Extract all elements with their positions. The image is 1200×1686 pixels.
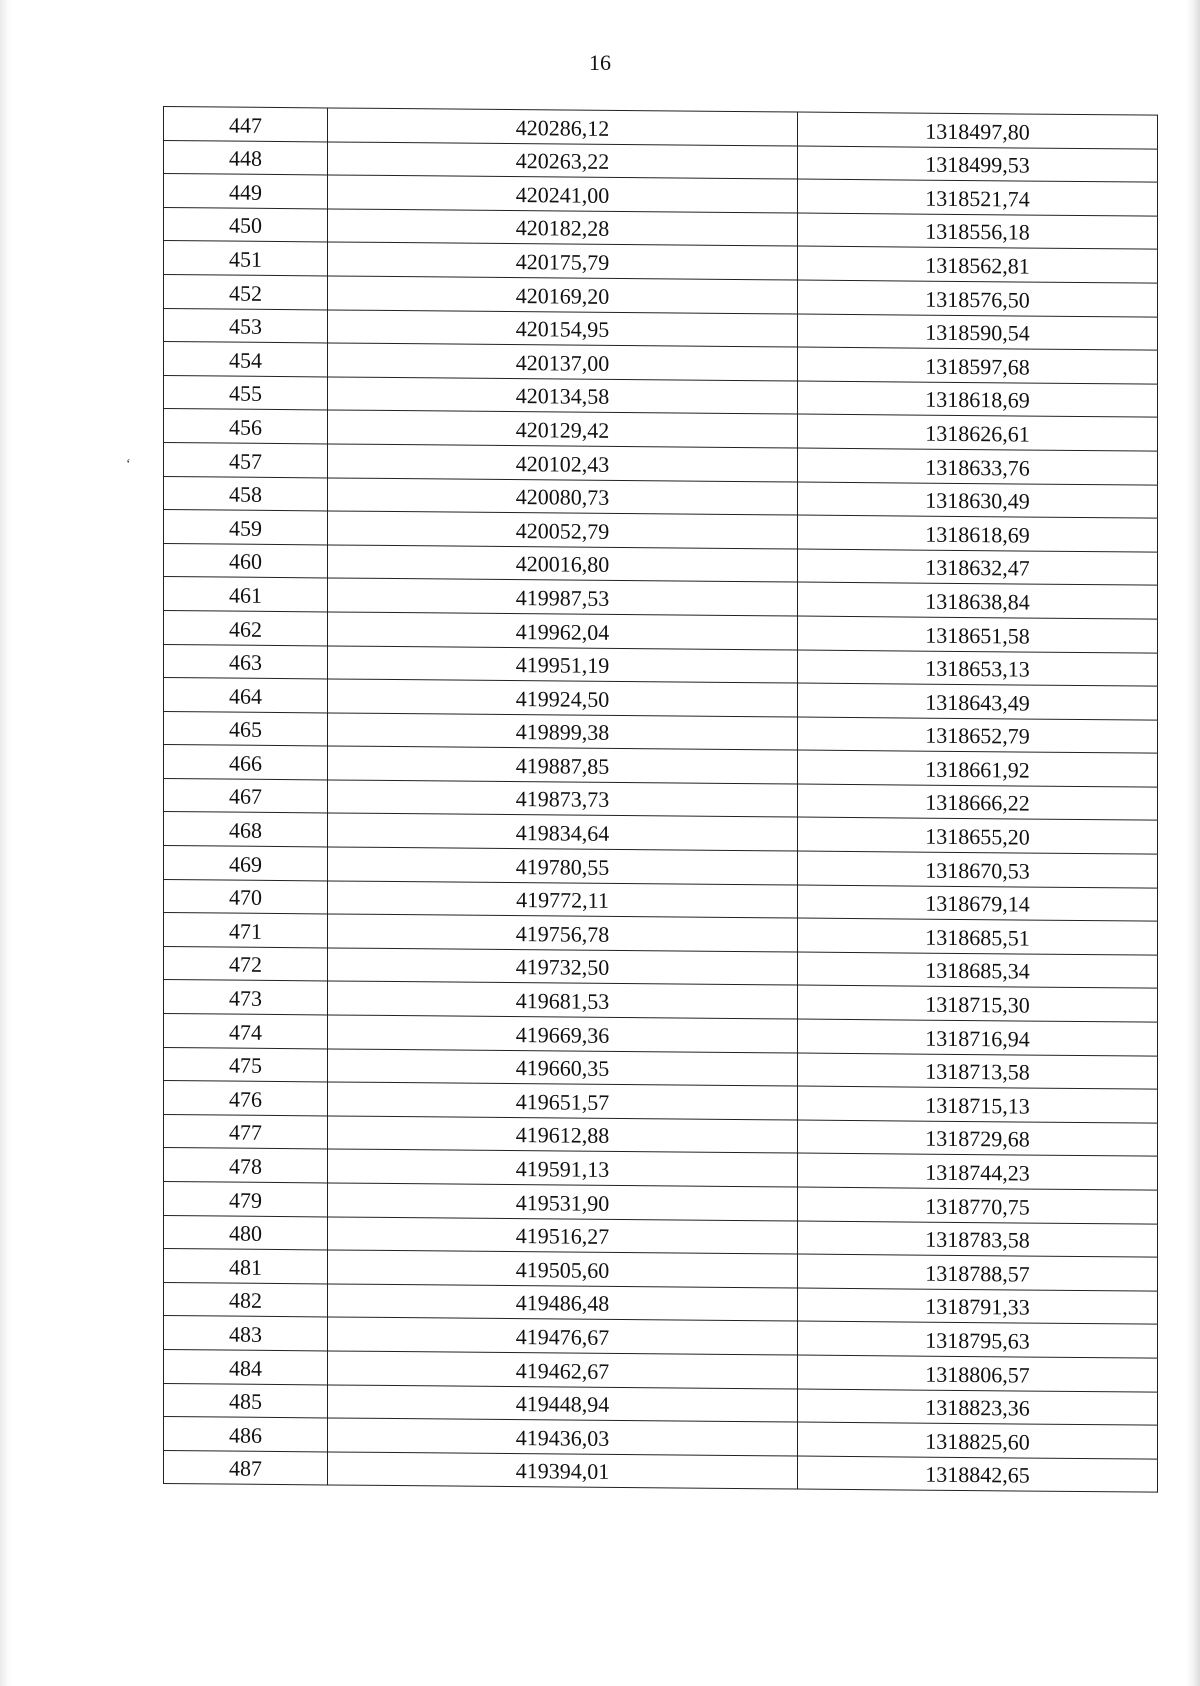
x-coordinate-cell: 420286,12: [328, 108, 798, 146]
y-coordinate-cell: 1318806,57: [798, 1355, 1158, 1392]
point-number-cell: 484: [164, 1349, 328, 1384]
point-number-cell: 483: [164, 1316, 328, 1351]
point-number-cell: 455: [164, 375, 328, 410]
point-number-cell: 463: [164, 644, 328, 679]
x-coordinate-cell: 419887,85: [328, 746, 798, 784]
x-coordinate-cell: 419476,67: [328, 1317, 798, 1355]
coordinates-table-wrapper: [163, 106, 1157, 1493]
point-number-cell: 464: [164, 678, 328, 713]
y-coordinate-cell: 1318791,33: [798, 1288, 1158, 1325]
x-coordinate-cell: 419436,03: [328, 1418, 798, 1456]
point-number-cell: 473: [164, 980, 328, 1015]
y-coordinate-cell: 1318643,49: [798, 683, 1158, 720]
point-number-cell: 474: [164, 1014, 328, 1049]
x-coordinate-cell: 419660,35: [328, 1049, 798, 1087]
y-coordinate-cell: 1318670,53: [798, 851, 1158, 888]
point-number-cell: 475: [164, 1047, 328, 1082]
y-coordinate-cell: 1318770,75: [798, 1187, 1158, 1224]
point-number-cell: 458: [164, 476, 328, 511]
x-coordinate-cell: 420052,79: [328, 511, 798, 549]
x-coordinate-cell: 420263,22: [328, 142, 798, 180]
y-coordinate-cell: 1318788,57: [798, 1254, 1158, 1291]
x-coordinate-cell: 419732,50: [328, 948, 798, 986]
x-coordinate-cell: 419486,48: [328, 1284, 798, 1322]
point-number-cell: 461: [164, 577, 328, 612]
x-coordinate-cell: 419591,13: [328, 1149, 798, 1187]
scan-edge-right: [1186, 0, 1200, 1686]
x-coordinate-cell: 420102,43: [328, 444, 798, 482]
y-coordinate-cell: 1318618,69: [798, 515, 1158, 552]
y-coordinate-cell: 1318655,20: [798, 818, 1158, 855]
point-number-cell: 459: [164, 510, 328, 545]
x-coordinate-cell: 420169,20: [328, 276, 798, 314]
x-coordinate-cell: 420154,95: [328, 309, 798, 347]
point-number-cell: 480: [164, 1215, 328, 1250]
x-coordinate-cell: 419951,19: [328, 645, 798, 683]
x-coordinate-cell: 419987,53: [328, 578, 798, 616]
point-number-cell: 472: [164, 946, 328, 981]
y-coordinate-cell: 1318638,84: [798, 582, 1158, 619]
x-coordinate-cell: 419780,55: [328, 847, 798, 885]
point-number-cell: 467: [164, 778, 328, 813]
y-coordinate-cell: 1318661,92: [798, 750, 1158, 787]
point-number-cell: 460: [164, 543, 328, 578]
y-coordinate-cell: 1318632,47: [798, 549, 1158, 586]
point-number-cell: 449: [164, 174, 328, 209]
y-coordinate-cell: 1318715,13: [798, 1086, 1158, 1123]
scan-edge-left: [0, 0, 12, 1686]
x-coordinate-cell: 420137,00: [328, 343, 798, 381]
y-coordinate-cell: 1318729,68: [798, 1120, 1158, 1157]
point-number-cell: 450: [164, 207, 328, 242]
y-coordinate-cell: 1318497,80: [798, 112, 1158, 149]
x-coordinate-cell: 420134,58: [328, 377, 798, 415]
x-coordinate-cell: 419505,60: [328, 1250, 798, 1288]
y-coordinate-cell: 1318795,63: [798, 1321, 1158, 1358]
point-number-cell: 454: [164, 342, 328, 377]
x-coordinate-cell: 420016,80: [328, 545, 798, 583]
x-coordinate-cell: 419531,90: [328, 1183, 798, 1221]
y-coordinate-cell: 1318666,22: [798, 784, 1158, 821]
x-coordinate-cell: 420175,79: [328, 242, 798, 280]
point-number-cell: 471: [164, 913, 328, 948]
y-coordinate-cell: 1318652,79: [798, 717, 1158, 754]
y-coordinate-cell: 1318633,76: [798, 448, 1158, 485]
y-coordinate-cell: 1318618,69: [798, 381, 1158, 418]
point-number-cell: 468: [164, 812, 328, 847]
x-coordinate-cell: 419756,78: [328, 914, 798, 952]
x-coordinate-cell: 420129,42: [328, 410, 798, 448]
y-coordinate-cell: 1318630,49: [798, 482, 1158, 519]
x-coordinate-cell: 420182,28: [328, 209, 798, 247]
y-coordinate-cell: 1318783,58: [798, 1221, 1158, 1258]
y-coordinate-cell: 1318590,54: [798, 314, 1158, 351]
coordinates-table: [163, 106, 1158, 1493]
y-coordinate-cell: 1318713,58: [798, 1053, 1158, 1090]
y-coordinate-cell: 1318842,65: [798, 1456, 1158, 1493]
y-coordinate-cell: 1318685,51: [798, 918, 1158, 955]
point-number-cell: 457: [164, 442, 328, 477]
x-coordinate-cell: 419651,57: [328, 1082, 798, 1120]
x-coordinate-cell: 419448,94: [328, 1384, 798, 1422]
x-coordinate-cell: 420241,00: [328, 175, 798, 213]
point-number-cell: 485: [164, 1383, 328, 1418]
x-coordinate-cell: 419962,04: [328, 612, 798, 650]
y-coordinate-cell: 1318651,58: [798, 616, 1158, 653]
stray-mark: ʻ: [126, 457, 131, 472]
point-number-cell: 476: [164, 1081, 328, 1116]
point-number-cell: 479: [164, 1182, 328, 1217]
y-coordinate-cell: 1318685,34: [798, 952, 1158, 989]
x-coordinate-cell: 419681,53: [328, 981, 798, 1019]
point-number-cell: 452: [164, 274, 328, 309]
x-coordinate-cell: 419924,50: [328, 679, 798, 717]
point-number-cell: 477: [164, 1114, 328, 1149]
point-number-cell: 487: [164, 1450, 328, 1485]
y-coordinate-cell: 1318562,81: [798, 246, 1158, 283]
point-number-cell: 451: [164, 241, 328, 276]
point-number-cell: 448: [164, 140, 328, 175]
point-number-cell: 482: [164, 1282, 328, 1317]
point-number-cell: 466: [164, 745, 328, 780]
point-number-cell: 470: [164, 879, 328, 914]
y-coordinate-cell: 1318825,60: [798, 1422, 1158, 1459]
x-coordinate-cell: 419462,67: [328, 1351, 798, 1389]
x-coordinate-cell: 419516,27: [328, 1217, 798, 1255]
y-coordinate-cell: 1318499,53: [798, 146, 1158, 183]
point-number-cell: 447: [164, 107, 328, 142]
point-number-cell: 456: [164, 409, 328, 444]
x-coordinate-cell: 419394,01: [328, 1452, 798, 1490]
y-coordinate-cell: 1318679,14: [798, 885, 1158, 922]
y-coordinate-cell: 1318653,13: [798, 650, 1158, 687]
y-coordinate-cell: 1318715,30: [798, 985, 1158, 1022]
y-coordinate-cell: 1318521,74: [798, 179, 1158, 216]
x-coordinate-cell: 420080,73: [328, 477, 798, 515]
x-coordinate-cell: 419669,36: [328, 1015, 798, 1053]
x-coordinate-cell: 419612,88: [328, 1116, 798, 1154]
point-number-cell: 481: [164, 1249, 328, 1284]
point-number-cell: 478: [164, 1148, 328, 1183]
point-number-cell: 462: [164, 610, 328, 645]
y-coordinate-cell: 1318744,23: [798, 1153, 1158, 1190]
coordinates-table-body: [164, 107, 1158, 1493]
x-coordinate-cell: 419772,11: [328, 881, 798, 919]
y-coordinate-cell: 1318556,18: [798, 213, 1158, 250]
y-coordinate-cell: 1318716,94: [798, 1019, 1158, 1056]
x-coordinate-cell: 419873,73: [328, 780, 798, 818]
y-coordinate-cell: 1318626,61: [798, 414, 1158, 451]
x-coordinate-cell: 419834,64: [328, 813, 798, 851]
y-coordinate-cell: 1318576,50: [798, 280, 1158, 317]
y-coordinate-cell: 1318823,36: [798, 1389, 1158, 1426]
point-number-cell: 453: [164, 308, 328, 343]
page-number: 16: [589, 50, 611, 75]
point-number-cell: 486: [164, 1417, 328, 1452]
point-number-cell: 469: [164, 846, 328, 881]
point-number-cell: 465: [164, 711, 328, 746]
y-coordinate-cell: 1318597,68: [798, 347, 1158, 384]
x-coordinate-cell: 419899,38: [328, 713, 798, 751]
